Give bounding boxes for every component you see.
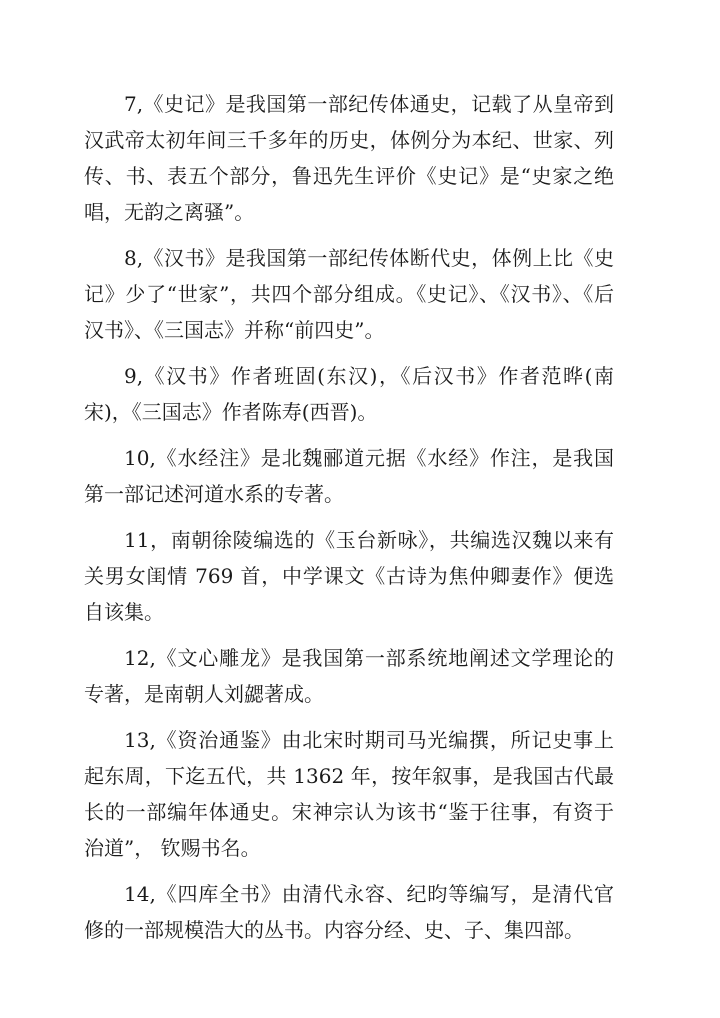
paragraph-14: 14,《四库全书》由清代永容、纪昀等编写，是清代官修的一部规模浩大的丛书。内容分经、史、子、集四部。: [84, 882, 614, 942]
paragraph-8: 8,《汉书》是我国第一部纪传体断代史，体例上比《史记》少了“世家”，共四个部分组成。《史记》、《汉书》、《后汉书》、《三国志》并称“前四史”。: [84, 246, 614, 342]
paragraph-7: 7,《史记》是我国第一部纪传体通史，记载了从皇帝到汉武帝太初年间三千多年的历史，体例分为本纪、世家、列传、书、表五个部分，鲁迅先生评价《史记》是“史家之绝唱，无韵之离骚”。: [84, 92, 614, 224]
paragraph-10: 10,《水经注》是北魏郦道元据《水经》作注，是我国第一部记述河道水系的专著。: [84, 446, 614, 506]
paragraph-13: 13,《资治通鉴》由北宋时期司马光编撰，所记史事上起东周，下迄五代，共 1362 年，按年叙事，是我国古代最长的一部编年体通史。宋神宗认为该书“鉴于往事，有资于治道”， 钦赐书名。: [84, 728, 614, 860]
paragraph-9: 9,《汉书》作者班固(东汉)，《后汉书》作者范晔(南宋)，《三国志》作者陈寿(西晋)。: [84, 364, 614, 424]
paragraph-11: 11，南朝徐陵编选的《玉台新咏》，共编选汉魏以来有关男女闺情 769 首，中学课文《古诗为焦仲卿妻作》便选自该集。: [84, 528, 614, 624]
document-body: [84, 86, 614, 958]
paragraph-12: 12,《文心雕龙》是我国第一部系统地阐述文学理论的专著，是南朝人刘勰著成。: [84, 646, 614, 706]
